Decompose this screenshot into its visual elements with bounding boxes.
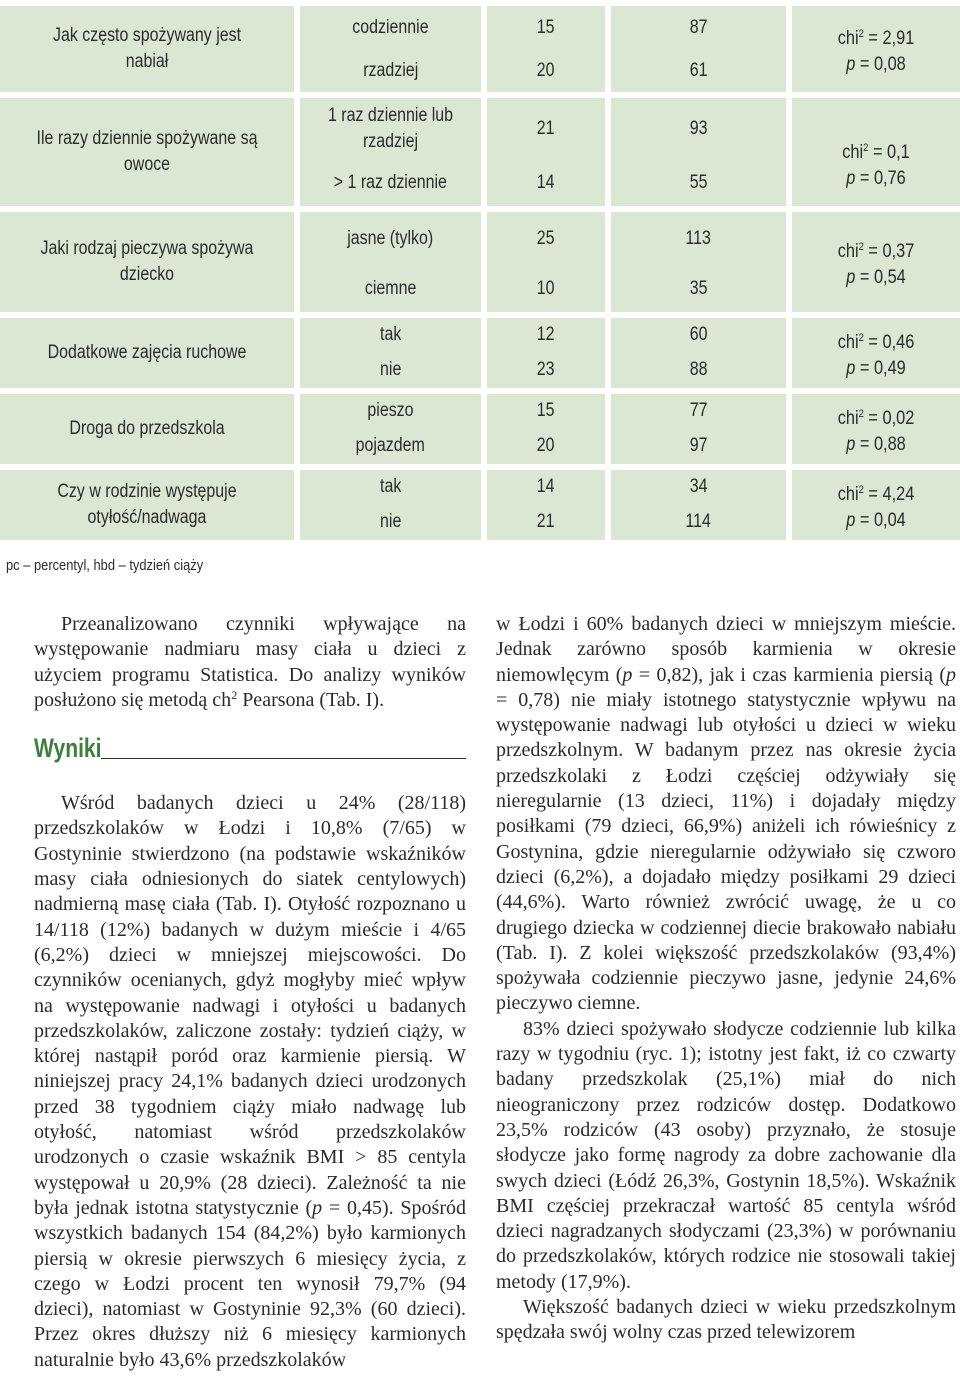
- count-cell-1: [487, 6, 611, 92]
- question-cell: [0, 98, 300, 206]
- option-cell: [300, 470, 487, 540]
- chi-square-value: chi$^2$ = 0,02: [837, 407, 915, 429]
- count-cell-2: [611, 212, 792, 312]
- table-row: [0, 98, 960, 212]
- table-row: [0, 212, 960, 318]
- p-value: p = 0,76: [846, 168, 906, 189]
- option-label: rzadziej: [362, 59, 418, 81]
- table-footnote: pc – percentyl, hbd – tydzień ciąży: [6, 557, 204, 574]
- chi-square-value: chi$^2$ = 0,46: [837, 331, 915, 353]
- count-value: 113: [685, 228, 712, 249]
- count-value: 60: [689, 324, 708, 345]
- question-cell: [0, 212, 300, 312]
- chi-square-value: chi$^2$ = 2,91: [837, 27, 915, 49]
- left-column: [34, 612, 466, 1373]
- option-label: nie: [379, 359, 402, 380]
- count-value: 55: [689, 172, 708, 193]
- count-value: 20: [537, 59, 555, 81]
- count-cell-2: [611, 6, 792, 92]
- option-label: codziennie: [352, 16, 429, 38]
- option-cell: [300, 318, 487, 388]
- count-cell-1: [487, 212, 611, 312]
- count-value: 61: [689, 59, 708, 81]
- option-cell: [300, 6, 487, 92]
- stat-cell: [792, 394, 960, 464]
- option-label: ciemne: [364, 278, 417, 299]
- question-text: Droga do przedszkola: [69, 418, 225, 439]
- option-label: nie: [379, 511, 402, 532]
- right-column: [496, 612, 956, 1346]
- question-text: Dodatkowe zajęcia ruchowe: [47, 342, 247, 363]
- stat-cell: [792, 6, 960, 92]
- section-title: Wyniki: [34, 733, 102, 764]
- sweets-paragraph: 83% dzieci spożywało słodycze codziennie lub kilka razy w tygodniu (ryc. 1); istotny jest fakt, iż co czwarty badany przedszkolak (25,1%) miał do nich nieograniczony przez rodziców dostęp. Dodatkowo 23,5% rodziców (43 osoby) przyznało, że stosuje słodycze jako formę nagrody za dobre zachowanie dla swych dzieci (Łódź 26,3%, Gostynin 18,5%). Wskaźnik BMI częściej przekraczał wartość 85 centyla wśród dzieci nagradzanych słodyczami (23,3%) w porównaniu do przedszkolaków, których rodzice nie stosowali takiej metody (17,9%).: [496, 1017, 956, 1293]
- chi-square-value: chi$^2$ = 4,24: [837, 483, 915, 505]
- p-value: p = 0,88: [846, 433, 906, 455]
- count-value: 20: [537, 435, 555, 456]
- count-value: 35: [689, 278, 708, 299]
- count-cell-2: [611, 470, 792, 540]
- count-value: 15: [537, 400, 555, 421]
- count-value: 14: [537, 172, 555, 193]
- question-cell: [0, 6, 300, 92]
- option-cell: [300, 98, 487, 206]
- results-heading: [34, 733, 466, 763]
- question-text: Jaki rodzaj pieczywa spożywa dziecko: [40, 238, 254, 285]
- table-row: [0, 470, 960, 546]
- stat-cell: [792, 318, 960, 388]
- count-value: 77: [689, 400, 708, 421]
- table-row: [0, 394, 960, 470]
- continuation-paragraph: w Łodzi i 60% badanych dzieci w mniejszym mieście. Jednak zarówno sposób karmienia w okresie niemowlęcym (p = 0,82), jak i czas karmienia piersią (p = 0,78) nie miały istotnego statystycznie wpływu na występowanie nadwagi lub otyłości u dzieci w wieku przedszkolnym. W badanym przez nas okresie życia przedszkolaki z Łodzi częściej odżywiały się nieregularnie (13 dzieci, 11%) i dojadały między posiłkami (79 dzieci, 66,9%) aniżeli ich rówieśnicy z Gostynina, gdzie nieregularnie odżywiało się czworo dzieci (6,2%), a dojadało między posiłkami 29 dzieci (44,6%). Warto również zwrócić uwagę, że u co drugiego dziecka w codziennej diecie brakowało nabiału (Tab. I). Z kolei większość przedszkolaków (93,4%) spożywała codziennie pieczywo jasne, jedynie 24,6% pieczywo ciemne.: [496, 613, 956, 1015]
- question-cell: [0, 470, 300, 540]
- p-value: p = 0,49: [846, 357, 906, 379]
- table-row: [0, 0, 960, 98]
- count-value: 97: [689, 435, 708, 456]
- p-value: p = 0,04: [846, 509, 906, 531]
- stat-cell: [792, 212, 960, 312]
- option-label: tak: [379, 324, 402, 345]
- count-value: 93: [689, 118, 708, 139]
- table-row: [0, 318, 960, 394]
- question-text: Jak często spożywany jest nabiał: [52, 25, 242, 72]
- question-cell: [0, 318, 300, 388]
- option-label: > 1 raz dziennie: [333, 172, 448, 193]
- question-text: Ile razy dziennie spożywane są owoce: [36, 128, 258, 175]
- option-label: 1 raz dziennie lub rzadziej: [327, 105, 454, 152]
- option-label: jasne (tylko): [347, 228, 434, 249]
- count-cell-2: [611, 318, 792, 388]
- leisure-paragraph: Większość badanych dzieci w wieku przedszkolnym spędzała swój wolny czas przed telewizorem: [496, 1296, 956, 1344]
- count-cell-2: [611, 98, 792, 206]
- count-value: 21: [537, 118, 555, 139]
- stat-cell: [792, 98, 960, 206]
- count-value: 87: [689, 16, 708, 38]
- count-value: 10: [537, 278, 555, 299]
- data-table: [0, 0, 960, 546]
- count-value: 21: [537, 511, 555, 532]
- option-label: tak: [379, 476, 402, 497]
- chi-square-value: chi$^2$ = 0,37: [837, 240, 915, 262]
- results-paragraph: Wśród badanych dzieci u 24% (28/118) przedszkolaków w Łodzi i 10,8% (7/65) w Gostyninie stwierdzono (na podstawie wskaźników masy ciała odniesionych do siatek centylowych) nadmierną masę ciała (Tab. I). Otyłość rozpoznano u 14/118 (12%) badanych w dużym mieście i 4/65 (6,2%) dzieci w mniejszej miejscowości. Do czynników ocenianych, gdyż mogłyby mieć wpływ na występowanie nadwagi i otyłości u badanych przedszkolaków, zaliczone zostały: tydzień ciąży, w której nastąpił poród oraz karmienie piersią. W niniejszej pracy 24,1% badanych dzieci urodzonych przed 38 tygodniem ciąży miało nadwagę lub otyłość, natomiast wśród przedszkolaków urodzonych o czasie wskaźnik BMI > 85 centyla występował u 20,9% (28 dzieci). Zależność ta nie była jednak istotna statystycznie (p = 0,45). Spośród wszystkich badanych 154 (84,2%) było karmionych piersią w okresie pierwszych 6 miesięcy życia, z czego w Łodzi procent ten wynosił 79,7% (94 dzieci), natomiast w Gostyninie 92,3% (60 dzieci). Przez okres dłuższy niż 6 miesięcy karmionych naturalnie było 43,6% przedszkolaków: [34, 792, 466, 1371]
- count-cell-1: [487, 394, 611, 464]
- option-cell: [300, 394, 487, 464]
- option-cell: [300, 212, 487, 312]
- methods-paragraph: Przeanalizowano czynniki wpływające na występowanie nadmiaru masy ciała u dzieci z użyciem programu Statistica. Do analizy wyników posłużono się metodą $ch^2$ Pearsona (Tab. I).: [34, 613, 466, 711]
- count-value: 15: [537, 16, 555, 38]
- option-label: pieszo: [367, 400, 414, 421]
- p-value: p = 0,54: [846, 266, 906, 288]
- count-cell-1: [487, 318, 611, 388]
- count-value: 114: [685, 511, 712, 532]
- question-text: Czy w rodzinie występuje otyłość/nadwaga: [57, 481, 237, 528]
- count-value: 23: [537, 359, 555, 380]
- chi-square-value: chi$^2$ = 0,1: [842, 142, 910, 163]
- count-value: 25: [537, 228, 555, 249]
- option-label: pojazdem: [355, 435, 426, 456]
- count-value: 14: [537, 476, 555, 497]
- question-cell: [0, 394, 300, 464]
- count-value: 88: [689, 359, 708, 380]
- count-value: 12: [537, 324, 555, 345]
- heading-rule: [101, 758, 466, 759]
- count-cell-2: [611, 394, 792, 464]
- count-cell-1: [487, 98, 611, 206]
- count-value: 34: [689, 476, 708, 497]
- p-value: p = 0,08: [846, 53, 906, 75]
- stat-cell: [792, 470, 960, 540]
- count-cell-1: [487, 470, 611, 540]
